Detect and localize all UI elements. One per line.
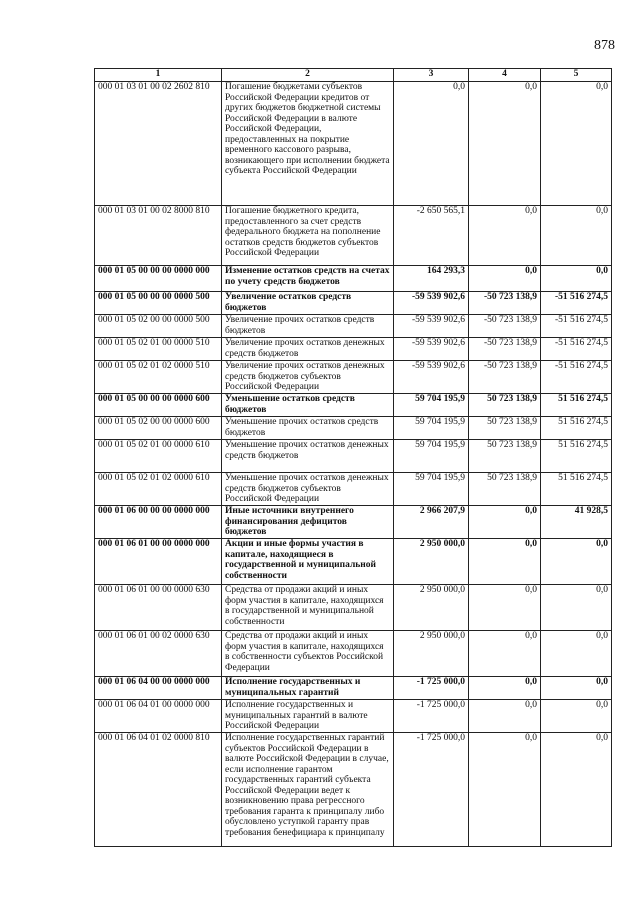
row-value-col-3: -1 725 000,0 [394,733,469,847]
header-col-4: 4 [469,69,541,82]
row-name: Иные источники внутреннего финансирования дефицитов бюджетов [222,506,394,539]
row-value-col-3: -59 539 902,6 [394,338,469,361]
row-value-col-5: -51 516 274,5 [541,338,612,361]
row-value-col-5: 0,0 [541,585,612,631]
row-value-col-5: 51 516 274,5 [541,440,612,473]
row-value-col-3: 2 966 207,9 [394,506,469,539]
row-name: Погашение бюджетного кредита, предоставленного за счет средств федерального бюджета на пополнение остатков средств бюджетов субъектов Российской Федерации [222,206,394,266]
row-value-col-5: 0,0 [541,631,612,677]
table-row [95,417,612,440]
row-value-col-3: 2 950 000,0 [394,539,469,585]
budget-sources-table [94,68,612,847]
row-code: 000 01 05 00 00 00 0000 600 [95,394,222,417]
row-code: 000 01 05 02 01 00 0000 510 [95,338,222,361]
row-value-col-5: 0,0 [541,677,612,700]
row-value-col-4: 0,0 [469,506,541,539]
row-code: 000 01 05 02 01 02 0000 510 [95,361,222,394]
row-name: Исполнение государственных и муниципальных гарантий в валюте Российской Федерации [222,700,394,733]
row-value-col-4: -50 723 138,9 [469,338,541,361]
table-row [95,82,612,206]
row-value-col-5: -51 516 274,5 [541,361,612,394]
table-row [95,677,612,700]
row-name: Исполнение государственных и муниципальных гарантий [222,677,394,700]
table-row [95,473,612,506]
row-value-col-4: 50 723 138,9 [469,394,541,417]
row-value-col-4: 50 723 138,9 [469,473,541,506]
row-value-col-4: 50 723 138,9 [469,417,541,440]
table-header-row [95,69,612,82]
row-value-col-5: 0,0 [541,539,612,585]
row-code: 000 01 03 01 00 02 8000 810 [95,206,222,266]
row-name: Акции и иные формы участия в капитале, находящиеся в государственной и муниципальной собственности [222,539,394,585]
row-value-col-4: 0,0 [469,585,541,631]
row-value-col-3: -1 725 000,0 [394,700,469,733]
table-row [95,506,612,539]
row-value-col-4: -50 723 138,9 [469,292,541,315]
row-value-col-5: 51 516 274,5 [541,417,612,440]
row-value-col-5: 0,0 [541,206,612,266]
header-col-5: 5 [541,69,612,82]
row-value-col-3: 164 293,3 [394,266,469,292]
row-code: 000 01 06 04 01 02 0000 810 [95,733,222,847]
row-value-col-5: -51 516 274,5 [541,292,612,315]
row-value-col-5: 0,0 [541,733,612,847]
row-name: Увеличение прочих остатков денежных средств бюджетов субъектов Российской Федерации [222,361,394,394]
row-name: Погашение бюджетами субъектов Российской Федерации кредитов от других бюджетов бюджетной системы Российской Федерации в валюте Российской Федерации, предоставленных на покрытие временного кассового разрыва, возникающего при исполнении бюджета субъекта Российской Федерации [222,82,394,206]
row-name: Увеличение прочих остатков денежных средств бюджетов [222,338,394,361]
table-row [95,440,612,473]
table-body [95,82,612,847]
row-name: Уменьшение прочих остатков денежных средств бюджетов субъектов Российской Федерации [222,473,394,506]
header-col-1: 1 [95,69,222,82]
header-col-2: 2 [222,69,394,82]
row-code: 000 01 05 02 01 00 0000 610 [95,440,222,473]
row-value-col-4: 50 723 138,9 [469,440,541,473]
row-value-col-3: 59 704 195,9 [394,417,469,440]
table-row [95,700,612,733]
row-value-col-4: 0,0 [469,266,541,292]
row-code: 000 01 06 01 00 00 0000 000 [95,539,222,585]
row-value-col-3: 59 704 195,9 [394,473,469,506]
row-value-col-3: 59 704 195,9 [394,394,469,417]
row-name: Средства от продажи акций и иных форм участия в капитале, находящихся в государственной и муниципальной собственности [222,585,394,631]
row-value-col-3: -1 725 000,0 [394,677,469,700]
row-value-col-4: 0,0 [469,82,541,206]
row-name: Средства от продажи акций и иных форм участия в капитале, находящихся в собственности субъектов Российской Федерации [222,631,394,677]
table-row [95,394,612,417]
row-value-col-5: 51 516 274,5 [541,473,612,506]
row-value-col-3: -59 539 902,6 [394,315,469,338]
table-row [95,539,612,585]
row-value-col-4: 0,0 [469,631,541,677]
table-row [95,585,612,631]
row-value-col-4: 0,0 [469,539,541,585]
table-row [95,733,612,847]
row-value-col-4: -50 723 138,9 [469,361,541,394]
table-row [95,206,612,266]
row-value-col-3: 0,0 [394,82,469,206]
row-code: 000 01 03 01 00 02 2602 810 [95,82,222,206]
row-value-col-5: 41 928,5 [541,506,612,539]
table-row [95,361,612,394]
row-code: 000 01 06 04 01 00 0000 000 [95,700,222,733]
row-value-col-5: 51 516 274,5 [541,394,612,417]
row-value-col-4: 0,0 [469,733,541,847]
row-name: Исполнение государственных гарантий субъектов Российской Федерации в валюте Российской Федерации в случае, если исполнение гарантом государственных гарантий субъекта Российской Федерации ведет к возникновению права регрессного требования гаранта к принципалу либо обусловлено уступкой гаранту прав требования бенефициара к принципалу [222,733,394,847]
row-code: 000 01 05 02 01 02 0000 610 [95,473,222,506]
row-value-col-5: 0,0 [541,266,612,292]
row-name: Увеличение остатков средств бюджетов [222,292,394,315]
row-value-col-3: -2 650 565,1 [394,206,469,266]
table-row [95,292,612,315]
table-row [95,315,612,338]
row-code: 000 01 06 01 00 00 0000 630 [95,585,222,631]
table-row [95,631,612,677]
row-code: 000 01 06 01 00 02 0000 630 [95,631,222,677]
row-code: 000 01 05 02 00 00 0000 500 [95,315,222,338]
row-name: Увеличение прочих остатков средств бюджетов [222,315,394,338]
row-value-col-3: 2 950 000,0 [394,585,469,631]
row-value-col-5: 0,0 [541,82,612,206]
row-code: 000 01 05 02 00 00 0000 600 [95,417,222,440]
row-value-col-3: 59 704 195,9 [394,440,469,473]
row-value-col-5: -51 516 274,5 [541,315,612,338]
row-value-col-4: -50 723 138,9 [469,315,541,338]
table-row [95,338,612,361]
row-value-col-5: 0,0 [541,700,612,733]
table-row [95,266,612,292]
row-value-col-3: 2 950 000,0 [394,631,469,677]
row-name: Уменьшение остатков средств бюджетов [222,394,394,417]
row-code: 000 01 06 00 00 00 0000 000 [95,506,222,539]
row-name: Изменение остатков средств на счетах по учету средств бюджетов [222,266,394,292]
page-number: 878 [594,38,615,53]
row-name: Уменьшение прочих остатков денежных средств бюджетов [222,440,394,473]
row-code: 000 01 05 00 00 00 0000 500 [95,292,222,315]
row-value-col-3: -59 539 902,6 [394,361,469,394]
row-value-col-4: 0,0 [469,700,541,733]
header-col-3: 3 [394,69,469,82]
row-value-col-4: 0,0 [469,677,541,700]
row-name: Уменьшение прочих остатков средств бюджетов [222,417,394,440]
row-code: 000 01 06 04 00 00 0000 000 [95,677,222,700]
row-value-col-4: 0,0 [469,206,541,266]
row-value-col-3: -59 539 902,6 [394,292,469,315]
row-code: 000 01 05 00 00 00 0000 000 [95,266,222,292]
